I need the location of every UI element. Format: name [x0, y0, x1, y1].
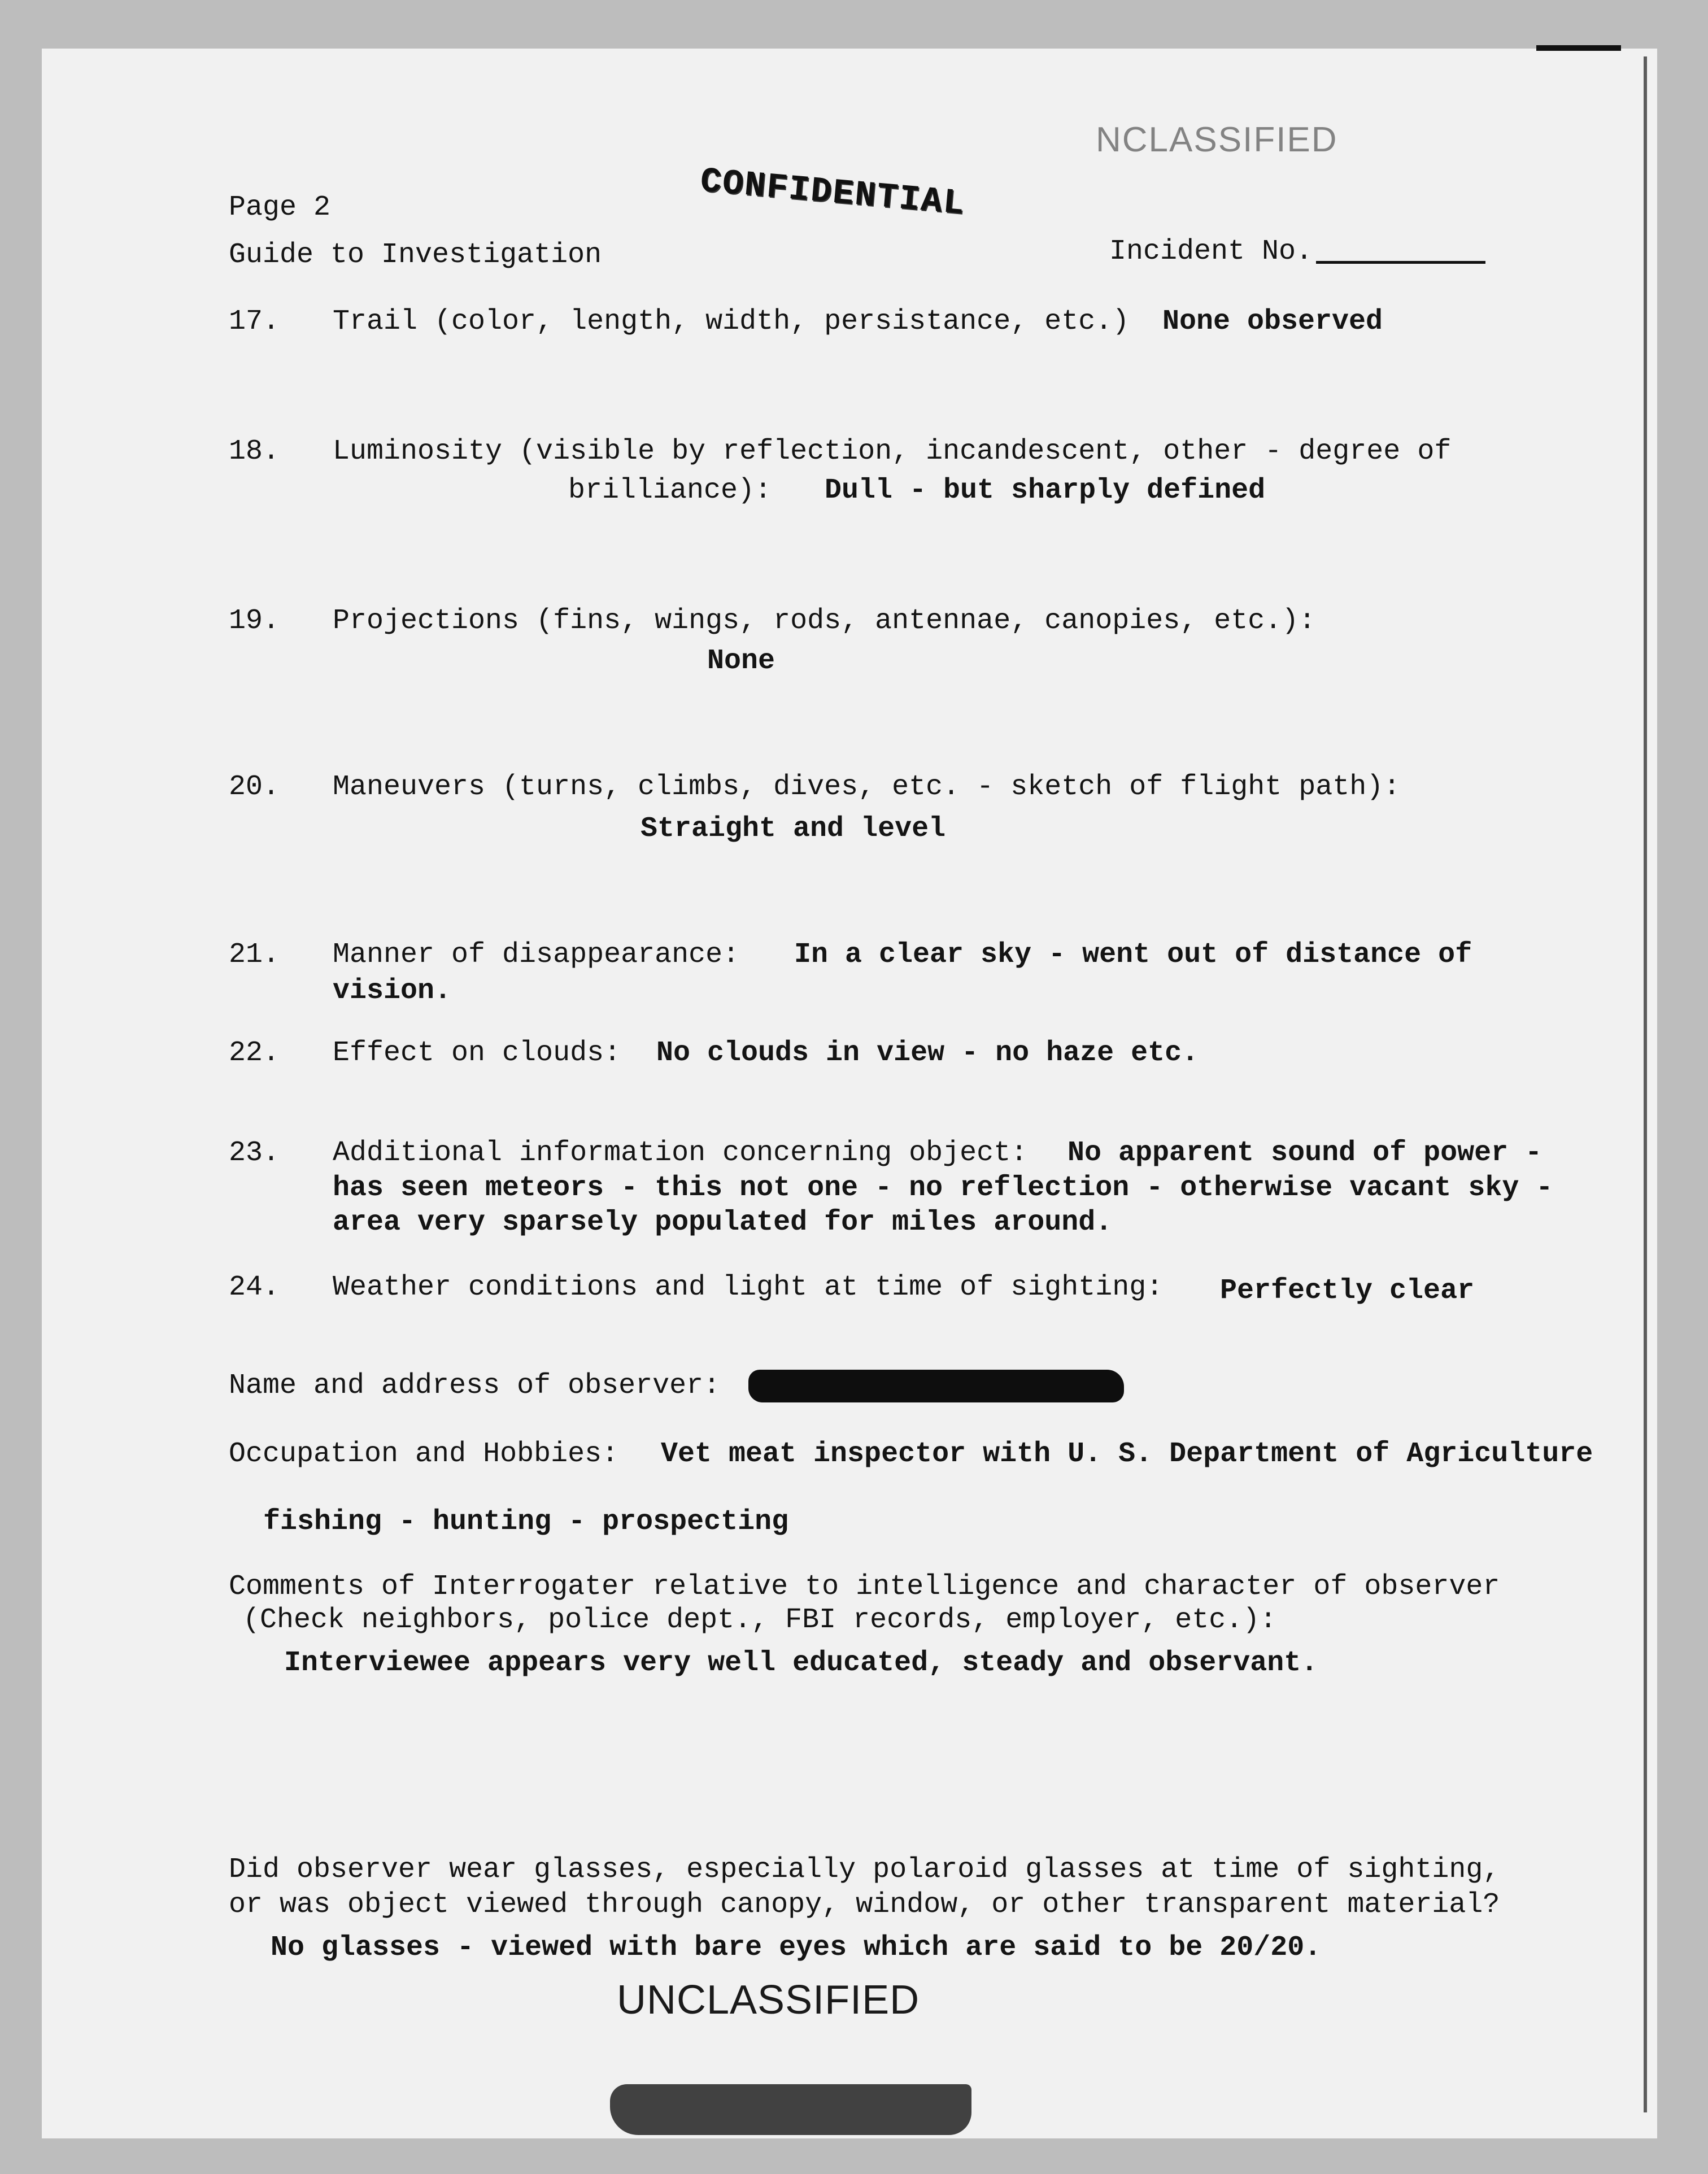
document-title: Guide to Investigation	[229, 239, 602, 271]
glasses-answer: No glasses - viewed with bare eyes which are said to be 20/20.	[271, 1932, 1322, 1964]
comments-label: Comments of Interrogater relative to intelligence and character of observer	[229, 1571, 1500, 1603]
item-answer-cont: area very sparsely populated for miles around.	[333, 1206, 1113, 1239]
item-number: 21.	[229, 939, 280, 971]
item-label: Maneuvers (turns, climbs, dives, etc. - sketch of flight path):	[333, 771, 1401, 803]
item-number: 18.	[229, 435, 280, 468]
hobbies-answer: fishing - hunting - prospecting	[263, 1506, 789, 1538]
item-answer: Dull - but sharply defined	[825, 474, 1266, 507]
occupation-answer: Vet meat inspector with U. S. Department of Agriculture	[661, 1438, 1593, 1470]
item-label-cont: brilliance):	[568, 474, 772, 507]
confidential-stamp: CONFIDENTIAL	[698, 161, 967, 224]
item-answer: None observed	[1162, 306, 1383, 338]
glasses-question-cont: or was object viewed through canopy, window, or other transparent material?	[229, 1889, 1500, 1921]
page-edge-shadow	[1644, 56, 1647, 2112]
item-answer: Straight and level	[640, 813, 946, 845]
glasses-question: Did observer wear glasses, especially polaroid glasses at time of sighting,	[229, 1854, 1500, 1886]
item-number: 20.	[229, 771, 280, 803]
corner-mark	[1536, 45, 1621, 51]
incident-number-blank	[1316, 261, 1485, 264]
occupation-label: Occupation and Hobbies:	[229, 1438, 619, 1470]
item-number: 24.	[229, 1271, 280, 1304]
item-number: 22.	[229, 1037, 280, 1069]
unclassified-stamp-bottom: UNCLASSIFIED	[617, 1977, 920, 2023]
item-answer: Perfectly clear	[1220, 1275, 1475, 1307]
item-number: 17.	[229, 306, 280, 338]
item-number: 19.	[229, 605, 280, 637]
item-number: 23.	[229, 1137, 280, 1169]
document-page	[42, 49, 1657, 2138]
item-label: Projections (fins, wings, rods, antennae, canopies, etc.):	[333, 605, 1316, 637]
item-answer: No clouds in view - no haze etc.	[656, 1037, 1199, 1069]
comments-answer: Interviewee appears very well educated, steady and observant.	[284, 1647, 1318, 1679]
item-label: Effect on clouds:	[333, 1037, 621, 1069]
redaction-bar	[748, 1370, 1124, 1402]
item-answer: In a clear sky - went out of distance of	[794, 939, 1472, 971]
item-answer: None	[707, 645, 775, 677]
item-answer-cont: has seen meteors - this not one - no reflection - otherwise vacant sky -	[333, 1172, 1553, 1204]
incident-label: Incident No.	[1109, 236, 1313, 268]
page-number: Page 2	[229, 191, 331, 224]
item-label: Trail (color, length, width, persistance, etc.)	[333, 306, 1130, 338]
item-answer-cont: vision.	[333, 975, 452, 1007]
smudged-stamp	[610, 2084, 971, 2135]
item-answer: No apparent sound of power -	[1068, 1137, 1543, 1169]
unclassified-stamp-top: NCLASSIFIED	[1096, 120, 1338, 159]
observer-name-label: Name and address of observer:	[229, 1370, 721, 1402]
item-label: Luminosity (visible by reflection, incandescent, other - degree of	[333, 435, 1452, 468]
item-label: Weather conditions and light at time of sighting:	[333, 1271, 1164, 1304]
item-label: Manner of disappearance:	[333, 939, 740, 971]
item-label: Additional information concerning object:	[333, 1137, 1028, 1169]
comments-label-cont: (Check neighbors, police dept., FBI records, employer, etc.):	[243, 1604, 1277, 1636]
